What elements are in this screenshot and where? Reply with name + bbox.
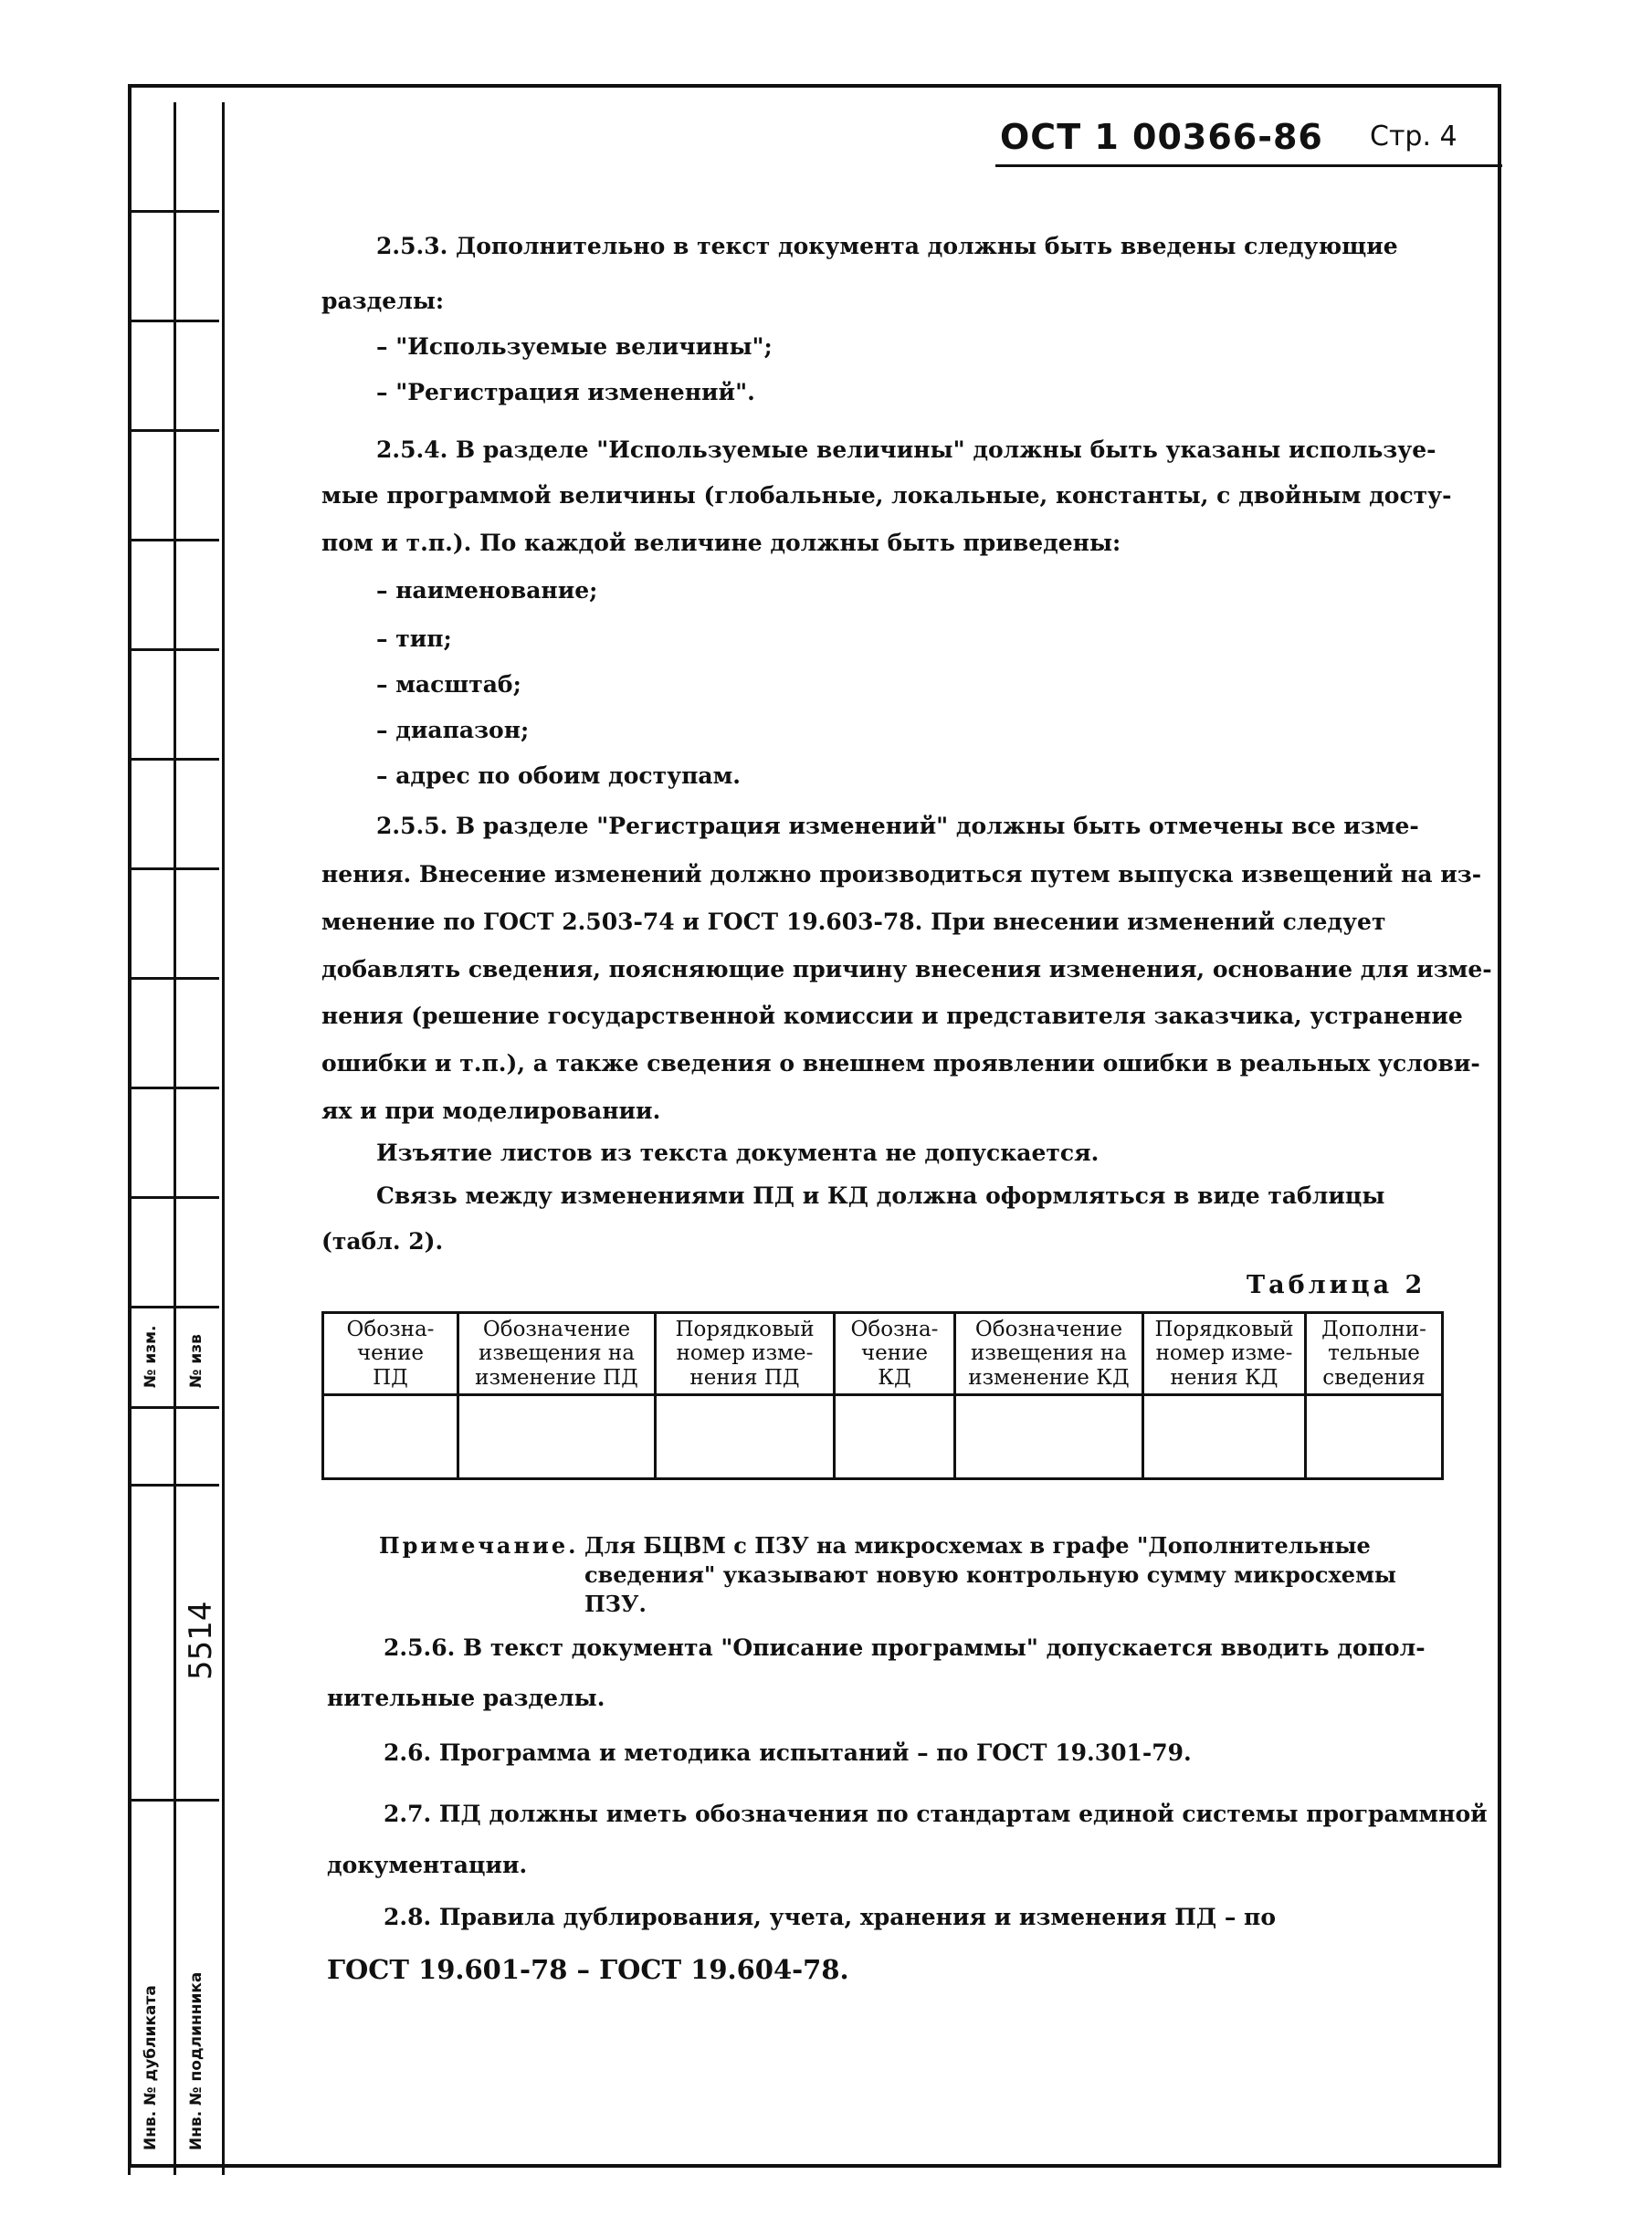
strip-divider [128, 1306, 219, 1308]
para-2-5-4-line3: пом и т.п.). По каждой величине должны быть приведены: [321, 530, 1121, 556]
label-podl: Инв. № подлинника [187, 1971, 205, 2150]
para-2-5-6-line1: 2.5.6. В текст документа "Описание программы" допускается вводить допол- [384, 1634, 1426, 1661]
para-2-8-line1: 2.8. Правила дублирования, учета, хранения и изменения ПД – по [384, 1904, 1276, 1930]
para-2-5-5-line1: 2.5.5. В разделе "Регистрация изменений" должны быть отмечены все изме- [376, 813, 1419, 839]
table-cell [656, 1395, 835, 1479]
table-header-cell: Порядковый номер изме- нения ПД [656, 1313, 835, 1395]
table-header-cell: Порядковый номер изме- нения КД [1143, 1313, 1306, 1395]
para-2-5-6-line2: нительные разделы. [327, 1685, 605, 1711]
table-header-row [323, 1313, 1443, 1395]
strip-divider [128, 1087, 219, 1089]
table-cell [835, 1395, 955, 1479]
list-item: – диапазон; [376, 717, 530, 743]
margin-column-1 [128, 102, 176, 2175]
para-2-7-line1: 2.7. ПД должны иметь обозначения по стандартам единой системы программной [384, 1801, 1488, 1827]
para-2-5-5-sentence2-line1: Связь между изменениями ПД и КД должна оформляться в виде таблицы [376, 1182, 1385, 1209]
table-cell [1306, 1395, 1443, 1479]
para-2-5-5-sentence2-line2: (табл. 2). [321, 1228, 444, 1255]
list-item: – "Регистрация изменений". [376, 379, 755, 405]
strip-divider [128, 1196, 219, 1199]
strip-divider [128, 977, 219, 980]
para-2-8-line2: ГОСТ 19.601-78 – ГОСТ 19.604-78. [327, 1954, 849, 1985]
para-2-5-4-line1: 2.5.4. В разделе "Используемые величины" должны быть указаны используе- [376, 436, 1436, 463]
para-2-5-5-line6: ошибки и т.п.), а также сведения о внешнем проявлении ошибки в реальных услови- [321, 1050, 1480, 1077]
table-cell [1143, 1395, 1306, 1479]
inventory-number: 5514 [183, 1601, 219, 1680]
list-item: – "Используемые величины"; [376, 333, 773, 360]
para-2-7-line2: документации. [327, 1852, 528, 1878]
table-header-cell: Обозначение извещения на изменение ПД [458, 1313, 656, 1395]
para-2-5-5-sentence1: Изъятие листов из текста документа не допускается. [376, 1140, 1100, 1166]
para-2-5-4-line2: мые программой величины (глобальные, локальные, константы, с двойным досту- [321, 482, 1452, 509]
label-izv: № изв [187, 1334, 205, 1388]
strip-divider [128, 210, 219, 213]
note-label: Примечание. [379, 1532, 579, 1559]
label-dubl: Инв. № дубликата [142, 1985, 160, 2150]
list-item: – наименование; [376, 577, 598, 604]
header-rule [995, 164, 1502, 167]
para-2-5-5-line5: нения (решение государственной комиссии и представителя заказчика, устранение [321, 1003, 1463, 1029]
table-header-cell: Обозна- чение ПД [323, 1313, 458, 1395]
table-row [323, 1395, 1443, 1479]
para-2-5-3-line1: 2.5.3. Дополнительно в текст документа должны быть введены следующие [376, 233, 1398, 259]
para-2-5-5-line7: ях и при моделировании. [321, 1098, 661, 1124]
note-line2: сведения" указывают новую контрольную сумму микросхемы [584, 1561, 1396, 1588]
strip-divider [128, 867, 219, 870]
strip-divider [128, 1799, 219, 1802]
table-cell [955, 1395, 1143, 1479]
strip-divider [128, 539, 219, 541]
label-izm: № изм. [142, 1325, 160, 1388]
margin-column-2 [174, 102, 225, 2175]
strip-divider [128, 1406, 219, 1409]
strip-divider [128, 758, 219, 761]
document-number: ОСТ 1 00366-86 [1000, 117, 1323, 157]
list-item: – адрес по обоим доступам. [376, 762, 742, 789]
list-item: – тип; [376, 625, 452, 652]
list-item: – масштаб; [376, 671, 521, 698]
strip-divider [128, 320, 219, 322]
table-header-cell: Дополни- тельные сведения [1306, 1313, 1443, 1395]
para-2-5-5-line4: добавлять сведения, поясняющие причину внесения изменения, основание для изме- [321, 956, 1492, 982]
table-cell [458, 1395, 656, 1479]
para-2-5-3-line2: разделы: [321, 288, 445, 314]
table-header-cell: Обозначение извещения на изменение КД [955, 1313, 1143, 1395]
note-line1: Для БЦВМ с ПЗУ на микросхемах в графе "Дополнительные [584, 1532, 1371, 1559]
note-line3: ПЗУ. [584, 1591, 647, 1617]
table-cell [323, 1395, 458, 1479]
table-title: Таблица 2 [1247, 1271, 1426, 1299]
para-2-5-5-line2: нения. Внесение изменений должно производиться путем выпуска извещений на из- [321, 861, 1482, 888]
para-2-6: 2.6. Программа и методика испытаний – по ГОСТ 19.301-79. [384, 1739, 1192, 1766]
page-number: Стр. 4 [1370, 121, 1457, 152]
table-2 [321, 1311, 1444, 1480]
strip-divider [128, 429, 219, 432]
strip-divider [128, 1484, 219, 1487]
para-2-5-5-line3: менение по ГОСТ 2.503-74 и ГОСТ 19.603-78. При внесении изменений следует [321, 909, 1386, 935]
strip-divider [128, 648, 219, 651]
table-header-cell: Обозна- чение КД [835, 1313, 955, 1395]
